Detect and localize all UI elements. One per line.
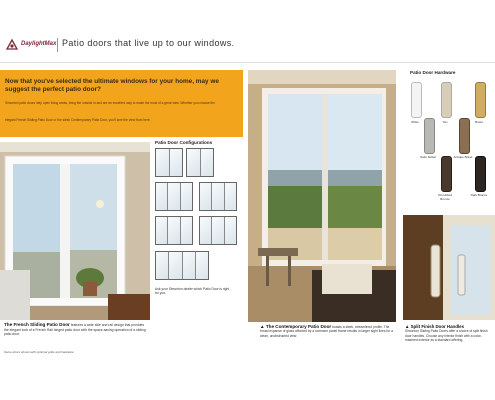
hardware-label: Brass (475, 120, 483, 124)
split-finish-title: Split Finish Door Handles (410, 324, 465, 329)
intro-body: Simonton patio doors help open living areas, bring the outside in and are an excellent way to make the most of a great view. Whether you choose the (5, 101, 215, 105)
french-door-title: The French Sliding Patio Door (4, 322, 70, 327)
hardware-label: White (411, 120, 419, 124)
header-rule (0, 62, 495, 63)
hardware-label: Tan (442, 120, 448, 124)
split-finish-handle-photo (403, 215, 495, 320)
contemporary-door-photo (248, 70, 396, 322)
triangle-marker-icon: ▲ (260, 324, 265, 329)
header-divider (57, 38, 58, 52)
hardware-label: Dark Bronze (470, 193, 488, 197)
intro-headline: Now that you've selected the ultimate windows for your home, may we suggest the perfect patio door? (5, 78, 219, 93)
triangle-marker-icon: ▲ (405, 324, 410, 329)
page-title: Patio doors that live up to our windows. (62, 38, 235, 48)
hardware-label: Satin Nickel (420, 155, 436, 159)
config-2-panel-reversed (186, 148, 214, 177)
config-2-panel (155, 148, 183, 177)
split-finish-caption (405, 325, 493, 343)
contemporary-door-title: The Contemporary Patio Door (265, 324, 332, 329)
config-3-panel-center (199, 182, 237, 211)
handle-brass-icon (475, 82, 486, 118)
split-finish-text: Simonton Sliding Patio Doors offer a choice of split finish door handles. Choose any interior finish with a color-matched exterior as a standard offering. (405, 329, 488, 343)
contemporary-door-text: boasts a sleek, streamlined profile. The broad expanse of glass afforded by a narrower panel frame results in larger sight lines for a clean, unobstructed view. (260, 325, 393, 338)
handle-satin-nickel-icon (424, 118, 435, 154)
handle-antique-brass-icon (459, 118, 470, 154)
hardware-label: Antique Brass (453, 155, 473, 159)
configurations-title: Patio Door Configurations (155, 140, 213, 145)
config-3-panel-right (199, 216, 237, 245)
brand-logo-icon (5, 38, 19, 52)
config-4-panel (155, 251, 209, 280)
handle-dark-bronze-icon (475, 156, 486, 192)
handle-oil-rubbed-bronze-icon (441, 156, 452, 192)
intro-body-continued: elegant French Sliding Patio Door or the sleek Contemporary Patio Door, you'll love the view from here. (5, 118, 151, 122)
handle-tan-icon (441, 82, 452, 118)
hardware-label: Oil-rubbed Bronze (437, 193, 452, 201)
config-3-panel (155, 182, 193, 211)
french-door-caption (4, 323, 147, 337)
french-door-text: features a wide stile and rail design that provides the elegant look of a French Rail hinged patio door with the space-saving operation of a sliding patio door. (4, 323, 146, 337)
handle-white-icon (411, 82, 422, 118)
french-door-note: Some doors shown with optional grids and hardware (4, 350, 74, 354)
brand-name: DaylightMax (21, 41, 57, 47)
contemporary-door-caption (260, 325, 395, 338)
config-3-panel-left (155, 216, 193, 245)
hardware-title: Patio Door Hardware (410, 70, 456, 75)
configurations-note: Ask your Simonton dealer which Patio Door is right for you. (155, 287, 230, 296)
french-door-photo (0, 142, 150, 320)
